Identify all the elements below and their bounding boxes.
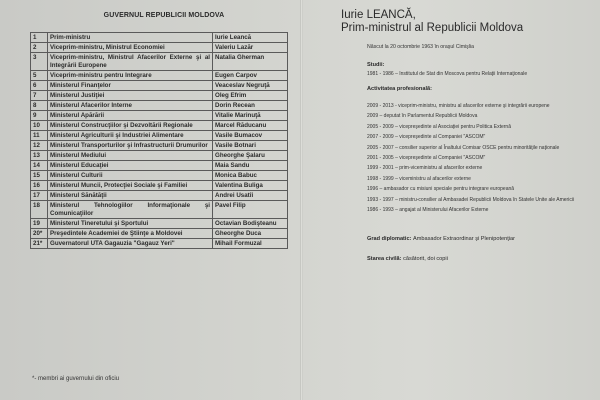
civil-heading-label: Starea civilă: <box>367 256 402 262</box>
table-row <box>31 121 288 131</box>
table-row <box>31 239 288 249</box>
row-name: Vasile Bumacov <box>213 131 288 141</box>
row-number: 2 <box>31 43 48 53</box>
civil-heading <box>367 256 448 262</box>
row-name: Octavian Bodişteanu <box>213 219 288 229</box>
row-name: Pavel Filip <box>213 201 288 219</box>
row-post: Guvernatorul UTA Gagauzia "Gagauz Yeri" <box>48 239 213 249</box>
row-post: Ministerul Justiţiei <box>48 91 213 101</box>
row-name: Andrei Usatîi <box>213 191 288 201</box>
row-name: Maia Sandu <box>213 161 288 171</box>
activity-entry: 1999 - 2001 – prim-viceministru al afacerilor externe <box>367 165 483 172</box>
table-row <box>31 111 288 121</box>
row-name: Gheorghe Şalaru <box>213 151 288 161</box>
rank-value: Ambasador Extraordinar şi Plenipotenţiar <box>413 236 515 242</box>
table-row <box>31 191 288 201</box>
table-row <box>31 53 288 71</box>
activity-entry: 2009 - 2013 - viceprim-ministru, ministru al afacerilor externe şi integrării europene <box>367 103 550 109</box>
row-name: Natalia Gherman <box>213 53 288 71</box>
table-row <box>31 91 288 101</box>
row-post: Viceprim-ministru, Ministrul Afacerilor Externe şi al Integrării Europene <box>48 53 213 71</box>
row-number: 20* <box>31 229 48 239</box>
row-post: Ministerul Agriculturii şi Industriei Alimentare <box>48 131 213 141</box>
row-post: Viceprim-ministru pentru Integrare <box>48 71 213 81</box>
table-row <box>31 181 288 191</box>
row-number: 11 <box>31 131 48 141</box>
row-name: Valentina Buliga <box>213 181 288 191</box>
row-number: 5 <box>31 71 48 81</box>
row-name: Veaceslav Negruţă <box>213 81 288 91</box>
row-number: 10 <box>31 121 48 131</box>
table-row <box>31 161 288 171</box>
row-number: 21* <box>31 239 48 249</box>
activity-entry: 2001 - 2005 – vicepreşedinte al Companiei "ASCOM" <box>367 155 486 161</box>
row-number: 3 <box>31 53 48 71</box>
row-number: 13 <box>31 151 48 161</box>
table-row <box>31 229 288 239</box>
row-post: Ministerul Tehnologiilor Informaţionale şi Comunicaţiilor <box>48 201 213 219</box>
rank-heading <box>367 236 515 242</box>
row-post: Ministerul Culturii <box>48 171 213 181</box>
row-post: Ministerul Transporturilor şi Infrastructurii Drumurilor <box>48 141 213 151</box>
row-post: Ministerul Apărării <box>48 111 213 121</box>
page-fold <box>300 0 303 400</box>
row-number: 9 <box>31 111 48 121</box>
bio-role: Prim-ministrul al Republicii Moldova <box>341 22 524 34</box>
table-row <box>31 101 288 111</box>
table-row <box>31 219 288 229</box>
activity-entry: 2005 - 2007 – consilier superior al Înaltului Comisar OSCE pentru minorităţile naţionale <box>367 144 560 151</box>
row-post: Viceprim-ministru, Ministrul Economiei <box>48 43 213 53</box>
rank-heading-label: Grad diplomatic: <box>367 236 412 242</box>
table-row <box>31 131 288 141</box>
row-number: 18 <box>31 201 48 219</box>
table-row <box>31 43 288 53</box>
government-table <box>30 32 288 249</box>
row-name: Marcel Răducanu <box>213 121 288 131</box>
activity-heading: Activitatea profesională: <box>367 86 432 92</box>
table-row <box>31 71 288 81</box>
table-row <box>31 141 288 151</box>
row-number: 19 <box>31 219 48 229</box>
table-row <box>31 171 288 181</box>
activity-entry: 1993 - 1997 – ministru-consilier al Ambasadei Republicii Moldova în Statele Unite ale Americii <box>367 196 575 203</box>
table-row <box>31 151 288 161</box>
table-row <box>31 33 288 43</box>
row-post: Ministerul Tineretului şi Sportului <box>48 219 213 229</box>
row-number: 15 <box>31 171 48 181</box>
activity-entry: 2009 – deputat în Parlamentul Republicii Moldova <box>367 113 478 120</box>
row-name: Vitalie Marinuţă <box>213 111 288 121</box>
table-row <box>31 201 288 219</box>
government-title: GUVERNUL REPUBLICII MOLDOVA <box>103 12 225 19</box>
table-row <box>31 81 288 91</box>
row-name: Gheorghe Duca <box>213 229 288 239</box>
row-number: 7 <box>31 91 48 101</box>
row-name: Valeriu Lazăr <box>213 43 288 53</box>
row-name: Eugen Carpov <box>213 71 288 81</box>
row-name: Vasile Botnari <box>213 141 288 151</box>
row-number: 6 <box>31 81 48 91</box>
studies-entry: 1981 - 1986 – Institutul de Stat din Moscova pentru Relaţii Internaţionale <box>367 71 528 77</box>
row-post: Preşedintele Academiei de Ştiinţe a Moldovei <box>48 229 213 239</box>
row-number: 1 <box>31 33 48 43</box>
row-number: 12 <box>31 141 48 151</box>
row-number: 14 <box>31 161 48 171</box>
row-post: Ministerul Construcţiilor şi Dezvoltării Regionale <box>48 121 213 131</box>
row-post: Ministerul Sănătăţii <box>48 191 213 201</box>
row-name: Monica Babuc <box>213 171 288 181</box>
row-post: Ministerul Finanţelor <box>48 81 213 91</box>
row-name: Dorin Recean <box>213 101 288 111</box>
civil-value: căsătorit, doi copii <box>403 256 448 262</box>
activity-entry: 1996 – ambasador cu misiuni speciale pentru integrare europeană <box>367 186 515 193</box>
row-name: Oleg Efrim <box>213 91 288 101</box>
row-post: Prim-ministru <box>48 33 213 43</box>
row-post: Ministerul Educaţiei <box>48 161 213 171</box>
activity-entry: 2005 - 2009 – vicepreşedinte al Asociaţiei pentru Politica Externă <box>367 123 511 130</box>
studies-heading: Studii: <box>367 62 385 68</box>
row-name: Mihail Formuzal <box>213 239 288 249</box>
activity-entry: 2007 - 2009 – vicepreşedinte al Companiei "ASCOM" <box>367 134 486 141</box>
footnote: *- membri ai guvernului din oficiu <box>32 376 120 382</box>
bio-birth: Născut la 20 octombrie 1963 în oraşul Cimişlia <box>367 44 474 50</box>
row-name: Iurie Leancă <box>213 33 288 43</box>
row-number: 17 <box>31 191 48 201</box>
activity-entry: 1998 - 1999 – viceministru al afacerilor externe <box>367 175 471 182</box>
bio-name: Iurie LEANCĂ, <box>341 9 416 21</box>
row-post: Ministerul Mediului <box>48 151 213 161</box>
row-post: Ministerul Muncii, Protecţiei Sociale şi Familiei <box>48 181 213 191</box>
activity-entry: 1986 - 1993 – angajat al Ministerului Afacerilor Externe <box>367 207 489 213</box>
row-post: Ministerul Afacerilor Interne <box>48 101 213 111</box>
row-number: 8 <box>31 101 48 111</box>
row-number: 16 <box>31 181 48 191</box>
